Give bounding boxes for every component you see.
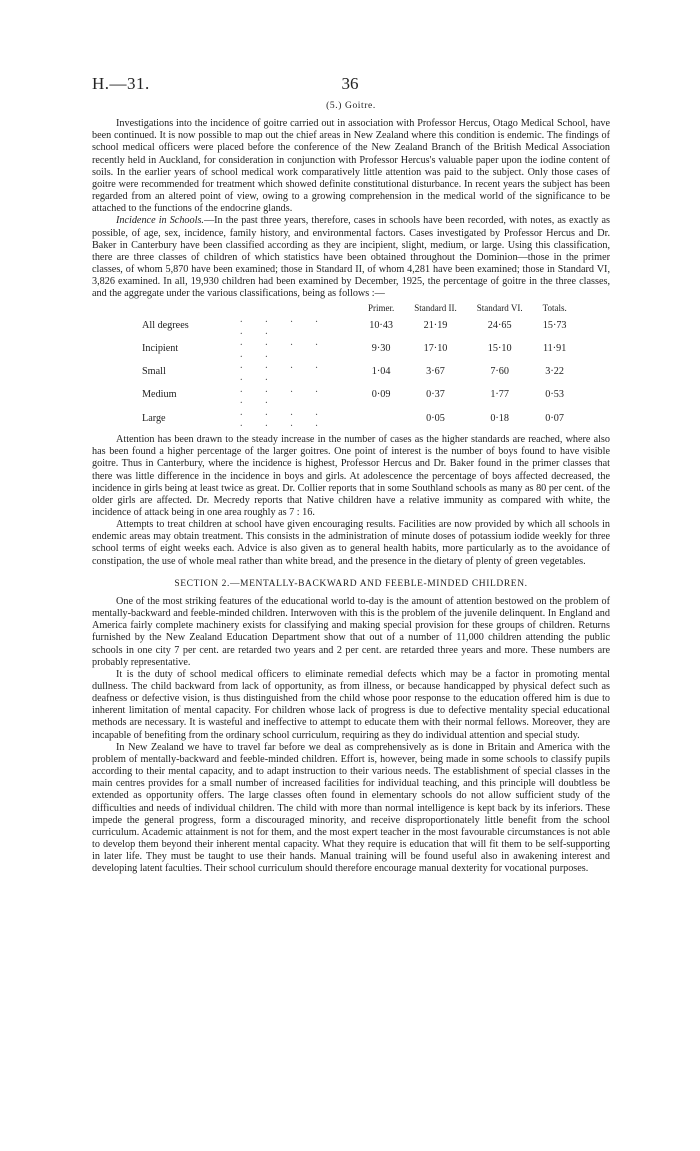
goitre-para-2 bbox=[92, 215, 610, 300]
goitre-para-3: Attention has been drawn to the steady increase in the number of cases as the higher standards are reached, where also has been found a higher percentage of the larger goitres. One point of interest is the number of boys found to have visible goitre. Thus in Canterbury, where the incidence is highest, Professor Hercus and Dr. Baker found in the primer classes that there was little difference in the incidence in boys and girls. At adolescence the percentage of boys affected decreased, the incidence in girls being at least twice as great. Dr. Collier reports that in some Southland schools as many as 80 per cent. of the older girls are affected. Dr. Mecredy reports that Native children have a relative immunity as compared with white, the incidence of attack being in one area roughly as 7 : 16. bbox=[92, 434, 610, 518]
row-label: Small bbox=[142, 366, 166, 378]
table-row bbox=[142, 337, 577, 360]
leader-dots: . . . . . . . . bbox=[240, 406, 328, 430]
col-header-standard-vi: Standard VI. bbox=[476, 302, 523, 313]
goitre-para-1: Investigations into the incidence of goitre carried out in association with Professor Hercus, Otago Medical School, have been continued. It is now possible to map out the chief areas in New Zealand where this condition is endemic. The findings of school medical officers were placed before the conference of the New Zealand Branch of the British Medical Association recently held in Auckland, for consideration in conjunction with Professor Hercus's valuable paper upon the iodine content of soils. In the earlier years of school medical work comparatively little attention was paid to the subject. Only those cases of goitre were recommended for treatment which showed definite constitutional disturbance. In recent years the subject has been regarded from an altered point of view, owing to a growing comprehension in the medical world of the significance to be attached to the functions of the endocrine glands. bbox=[92, 118, 610, 215]
cell-standard-vi: 24·65 bbox=[487, 319, 512, 331]
cell-standard-vi: 15·10 bbox=[487, 343, 512, 355]
leader-dots: . . . . . . bbox=[240, 383, 328, 407]
row-label: Incipient bbox=[142, 343, 179, 355]
cell-standard-ii: 21·19 bbox=[423, 319, 448, 331]
goitre-stats-table bbox=[142, 303, 577, 431]
row-label: Large bbox=[142, 412, 166, 424]
incidence-heading: Incidence in Schools. bbox=[116, 215, 204, 227]
row-label: Medium bbox=[142, 389, 177, 401]
section-2-para-3: In New Zealand we have to travel far before we deal as comprehensively as is done in Britain and America with the problem of mentally-backward and feeble-minded children. Effort is, however, being made in some schools to classify pupils according to their mental capacity, and to adapt instruction to their various needs. The establishment of special classes in the main centres provides for a small number of increased facilities for individual teaching, and this principle will doubtless be extended as opportunity offers. The large classes often found in elementary schools do not allow sufficient study of the difficulties and needs of individual children. The child with more than normal intelligence is kept back by its inferiors. These impede the general progress, form a discouraged minority, and receive disproportionately little benefit from the school curriculum. Academic attainment is not for them, and the most expert teacher in the most favourable circumstances is not able to develop them beyond their inherent mental capacity. What they require is education that will fit them to be self-supporting in later life. They must be taught to use their hands. Manual training will be found useful also in awakening interest and developing latent faculties. Their school curriculum should therefore encourage manual dexterity for vocational purposes. bbox=[92, 741, 610, 875]
cell-primer: 10·43 bbox=[369, 319, 394, 331]
leader-dots: . . . . . . bbox=[240, 360, 328, 384]
cell-totals: 3·22 bbox=[545, 366, 564, 378]
cell-standard-vi: 7·60 bbox=[490, 366, 509, 378]
goitre-para-4: Attempts to treat children at school have given encouraging results. Facilities are now provided by which all schools in endemic areas may obtain treatment. This consists in the administration of minute doses of potassium iodide weekly for three school terms of eight weeks each. Advice is also given as to general health habits, more particularly as to the avoidance of constipation, the use of whole meal rather than white bread, and the presence in the dietary of plenty of green vegetables. bbox=[92, 519, 610, 567]
table-row bbox=[142, 407, 577, 430]
col-header-totals: Totals. bbox=[542, 302, 567, 313]
cell-standard-vi: 1·77 bbox=[490, 389, 509, 401]
row-label: All degrees bbox=[142, 319, 189, 331]
cell-standard-ii: 17·10 bbox=[423, 343, 448, 355]
cell-primer: 0·09 bbox=[371, 389, 391, 401]
col-header-standard-ii: Standard II. bbox=[414, 302, 457, 313]
incidence-text: —In the past three years, therefore, cases in schools have been recorded, with notes, as exactly as possible, of age, sex, incidence, family history, and environmental factors. Cases investigated by Professor Hercus and Dr. Baker in Canterbury have been classified according as they are incipient, slight, medium, or large. Using this classification, there are three classes of children of which statistics have been obtained throughout the Dominion—those in the primer classes, of whom 5,870 have been examined; those in Standard II, of whom 4,281 have been examined; those in Standard VI, 3,826 examined. In all, 19,930 children had been examined by December, 1925, the percentage of goitre in the three classes, and the aggregate under the various classifications, being as follows :— bbox=[92, 215, 610, 300]
cell-totals: 15·73 bbox=[542, 319, 567, 331]
cell-totals: 0·53 bbox=[545, 389, 564, 401]
cell-totals: 11·91 bbox=[542, 343, 567, 355]
leader-dots: . . . . . . bbox=[240, 314, 328, 337]
leader-dots: . . . . . . bbox=[240, 337, 328, 360]
page-number: 36 bbox=[341, 74, 359, 93]
table-row bbox=[142, 384, 577, 407]
cell-totals: 0·07 bbox=[545, 412, 564, 424]
goitre-section-title: (5.) Goitre. bbox=[326, 101, 376, 111]
cell-standard-ii: 0·37 bbox=[426, 389, 445, 401]
page-content bbox=[92, 100, 610, 876]
table-header-row bbox=[142, 303, 577, 315]
section-2-para-2: It is the duty of school medical officers to eliminate remedial defects which may be a factor in promoting mental dullness. The child backward from lack of opportunity, as from illness, or because handicapped by physical defect such as deafness or defective vision, is thus distinguished from the child whose poor response to the education offered him is due to inherent limitation of mental capacity. For children whose lack of progress is due to defective mentality special educational methods are necessary. It is wasteful and ineffective to attempt to educate them with their normal fellows. Moreover, they are incapable of benefiting from the ordinary school curriculum, requiring as they do individual attention and special study. bbox=[92, 668, 610, 741]
cell-primer: 1·04 bbox=[371, 366, 391, 378]
section-2-title: SECTION 2.—MENTALLY-BACKWARD AND FEEBLE-MINDED CHILDREN. bbox=[174, 578, 528, 589]
cell-primer bbox=[358, 407, 404, 430]
cell-primer: 9·30 bbox=[371, 343, 391, 355]
cell-standard-ii: 0·05 bbox=[426, 412, 445, 424]
table-row bbox=[142, 360, 577, 383]
section-2-para-1: One of the most striking features of the educational world to-day is the amount of attention bestowed on the problem of mentally-backward and feeble-minded children. Interwoven with this is the problem of the juvenile delinquent. In England and America fairly complete machinery exists for classifying and making special provision for these groups of children. Returns furnished by the New Zealand Education Department show that out of a number of 11,000 children attending the public schools in one city 7 per cent. are retarded two years and 2 per cent. are retarded three years and more. These numbers are probably representative. bbox=[92, 595, 610, 668]
col-header-primer: Primer. bbox=[368, 302, 395, 313]
report-code: H.—31. bbox=[92, 74, 150, 93]
cell-standard-vi: 0·18 bbox=[490, 412, 509, 424]
table-row bbox=[142, 314, 577, 337]
cell-standard-ii: 3·67 bbox=[426, 366, 445, 378]
